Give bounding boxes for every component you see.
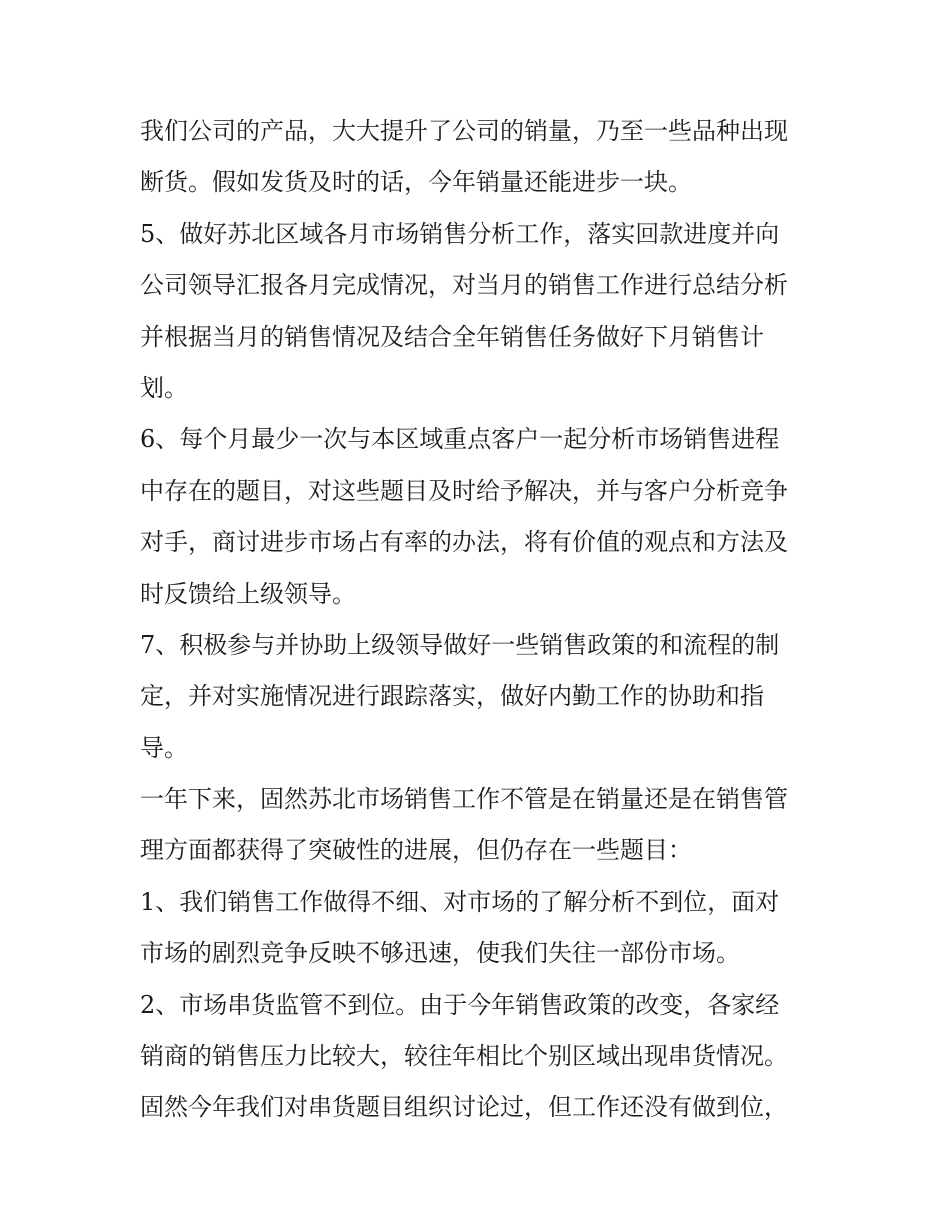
text-line: 并根据当月的销售情况及结合全年销售任务做好下月销售计 bbox=[140, 322, 764, 351]
text-line: 市场的剧烈竞争反映不够迅速，使我们失往一部份市场。 bbox=[140, 939, 740, 968]
text-line: 理方面都获得了突破性的进展，但仍存在一些题目： bbox=[140, 836, 692, 865]
text-line: 公司领导汇报各月完成情况，对当月的销售工作进行总结分析 bbox=[140, 271, 788, 300]
text-line: 销商的销售压力比较大，较往年相比个别区域出现串货情况。 bbox=[140, 1042, 788, 1071]
text-line: 断货。假如发货及时的话，今年销量还能进步一块。 bbox=[140, 168, 692, 197]
text-line: 7、积极参与并协助上级领导做好一些销售政策的和流程的制 bbox=[140, 630, 780, 659]
text-line: 中存在的题目，对这些题目及时给予解决，并与客户分析竞争 bbox=[140, 476, 788, 505]
text-line: 导。 bbox=[140, 733, 188, 762]
text-line: 6、每个月最少一次与本区域重点客户一起分析市场销售进程 bbox=[140, 425, 780, 454]
document-body bbox=[140, 106, 820, 1134]
text-line: 1、我们销售工作做得不细、对市场的了解分析不到位，面对 bbox=[140, 887, 780, 916]
text-line: 我们公司的产品，大大提升了公司的销量，乃至一些品种出现 bbox=[140, 117, 788, 145]
text-line: 时反馈给上级领导。 bbox=[140, 579, 356, 608]
text-line: 定，并对实施情况进行跟踪落实，做好内勤工作的协助和指 bbox=[140, 682, 764, 711]
text-line: 划。 bbox=[140, 373, 188, 402]
text-line: 2、市场串货监管不到位。由于今年销售政策的改变，各家经 bbox=[140, 990, 780, 1019]
text-line: 对手，商讨进步市场占有率的办法，将有价值的观点和方法及 bbox=[140, 528, 788, 557]
text-line: 一年下来，固然苏北市场销售工作不管是在销量还是在销售管 bbox=[140, 785, 788, 814]
text-line: 5、做好苏北区域各月市场销售分析工作，落实回款进度并向 bbox=[140, 219, 780, 248]
text-line: 固然今年我们对串货题目组织讨论过，但工作还没有做到位， bbox=[140, 1093, 788, 1122]
